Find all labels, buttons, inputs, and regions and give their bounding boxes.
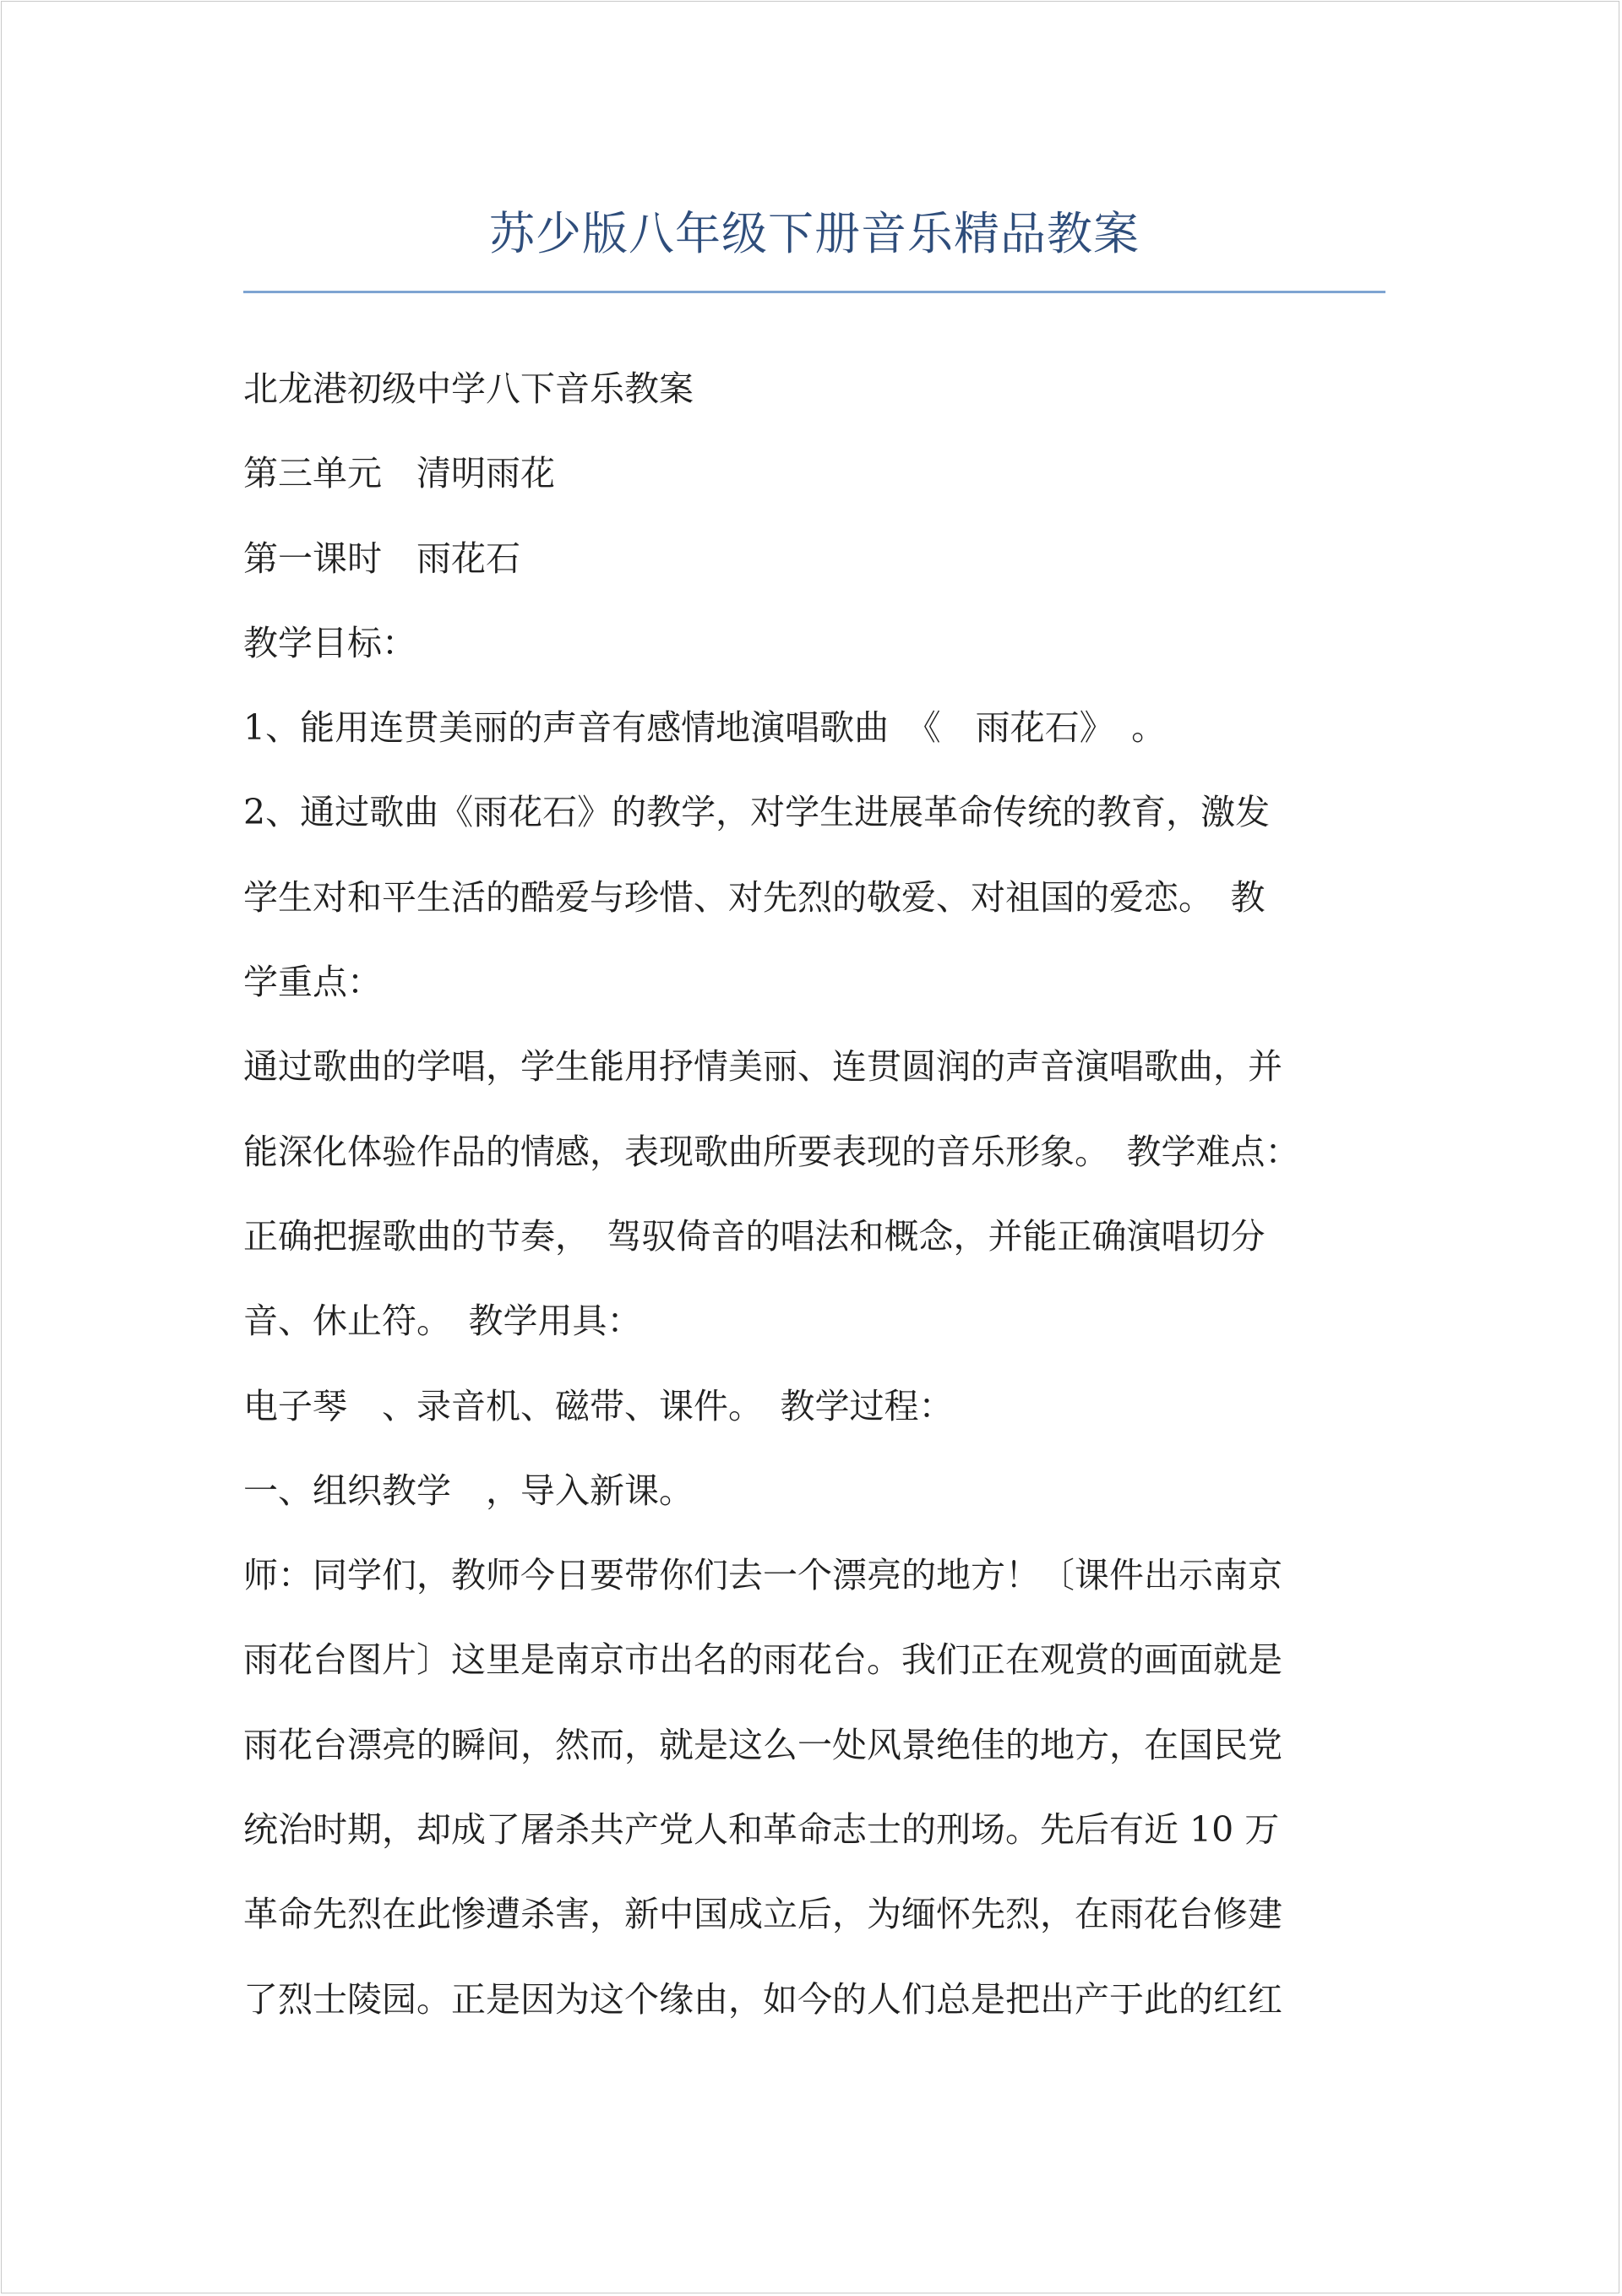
body-line-goals-heading: 教学目标： xyxy=(243,622,416,663)
body-line-school: 北龙港初级中学八下音乐教案 xyxy=(243,368,694,409)
body-line-goal-2b: 学生对和平生活的酷爱与珍惜、对先烈的敬爱、对祖国的爱恋。 教 xyxy=(243,876,1265,918)
body-line-unit: 第三单元 清明雨花 xyxy=(243,453,555,494)
body-line-teacher-2: 雨花台图片〕这里是南京市出名的雨花台。我们正在观赏的画面就是 xyxy=(243,1639,1282,1681)
body-line-difficulties-a: 正确把握歌曲的节奏， 驾驭倚音的唱法和概念，并能正确演唱切分 xyxy=(243,1215,1265,1257)
body-line-teacher-4: 统治时期，却成了屠杀共产党人和革命志士的刑场。先后有近 10 万 xyxy=(243,1809,1280,1851)
body-line-key-points-heading: 学重点： xyxy=(243,962,382,1003)
title-underline xyxy=(243,291,1385,293)
body-line-teacher-3: 雨花台漂亮的瞬间，然而，就是这么一处风景绝佳的地方，在国民党 xyxy=(243,1724,1282,1765)
body-line-teacher-1: 师：同学们，教师今日要带你们去一个漂亮的地方！〔课件出示南京 xyxy=(243,1555,1282,1596)
body-line-tools: 电子琴 、录音机、磁带、课件。 教学过程： xyxy=(243,1385,954,1426)
body-line-key-points-b: 能深化体验作品的情感，表现歌曲所要表现的音乐形象。 教学难点： xyxy=(243,1131,1300,1172)
body-line-section-1: 一、组织教学 ，导入新课。 xyxy=(243,1470,694,1511)
body-line-lesson: 第一课时 雨花石 xyxy=(243,537,520,579)
body-line-goal-1: 1、能用连贯美丽的声音有感情地演唱歌曲 《 雨花石》 。 xyxy=(243,707,1167,749)
document-body xyxy=(243,346,1385,2042)
body-line-difficulties-b: 音、休止符。 教学用具： xyxy=(243,1301,642,1342)
body-line-teacher-5: 革命先烈在此惨遭杀害，新中国成立后，为缅怀先烈，在雨花台修建 xyxy=(243,1894,1282,1935)
body-line-goal-2a: 2、通过歌曲《雨花石》的教学，对学生进展革命传统的教育，激发 xyxy=(243,792,1271,833)
document-title: 苏少版八年级下册音乐精品教案 xyxy=(489,207,1140,260)
body-line-key-points-a: 通过歌曲的学唱，学生能用抒情美丽、连贯圆润的声音演唱歌曲，并 xyxy=(243,1046,1282,1088)
body-line-teacher-6: 了烈士陵园。正是因为这个缘由，如今的人们总是把出产于此的红红 xyxy=(243,1978,1282,2020)
